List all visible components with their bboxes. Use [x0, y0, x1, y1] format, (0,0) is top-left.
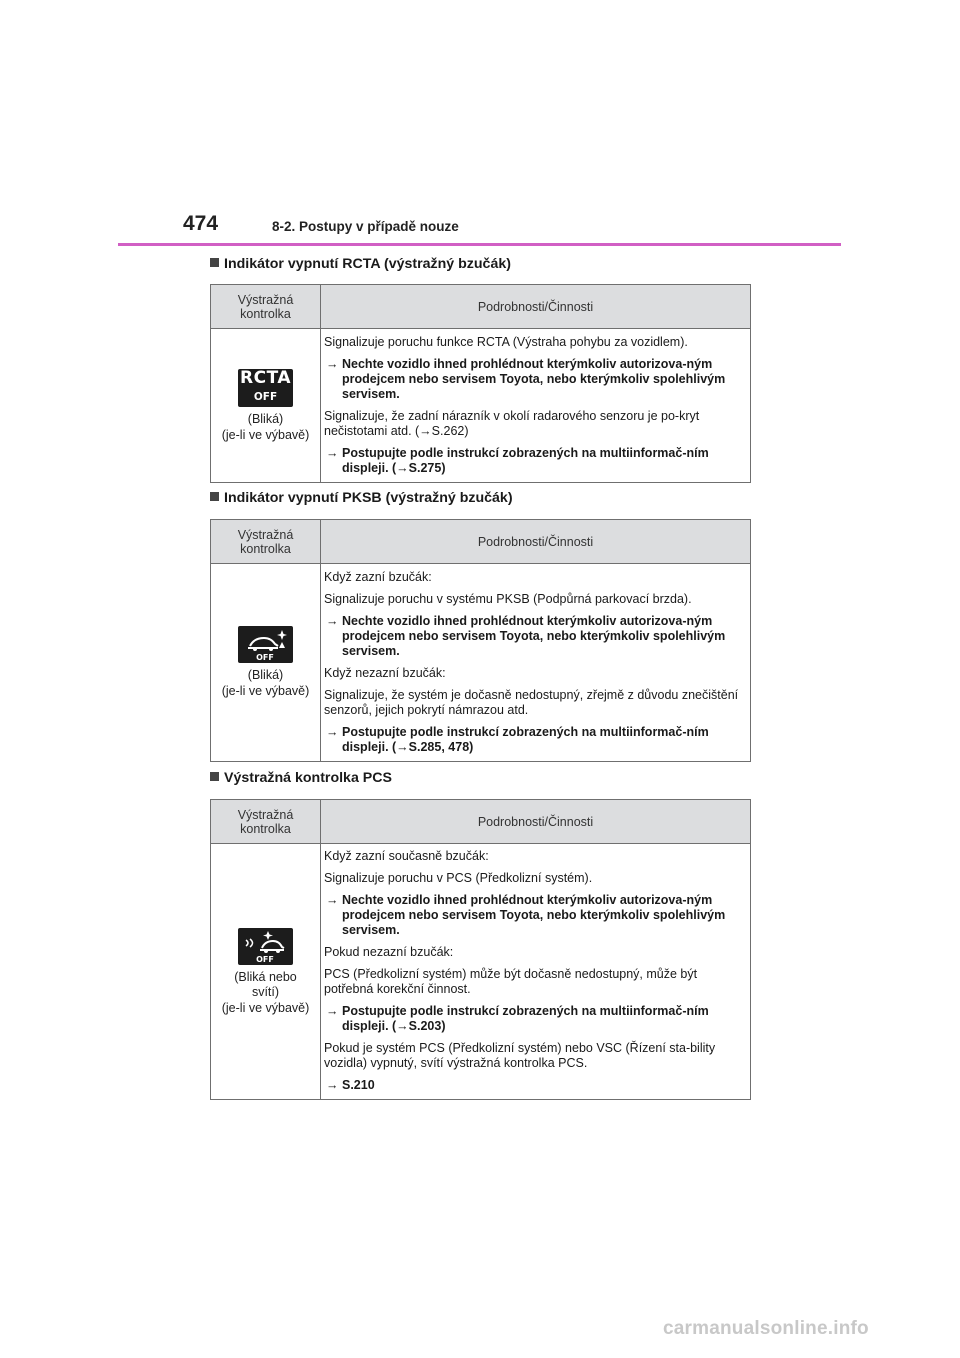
- icon-label-top: RCTA: [240, 367, 291, 388]
- section-title-pksb: [210, 490, 513, 506]
- chapter-title: 8-2. Postupy v případě nouze: [272, 219, 459, 234]
- pksb-off-icon: [238, 626, 293, 663]
- detail-text: Signalizuje poruchu v systému PKSB (Podpůrná parkovací brzda).: [324, 591, 692, 606]
- column-header-details: Podrobnosti/Činnosti: [321, 520, 751, 564]
- action-instruction: [324, 357, 747, 402]
- column-header-details: Podrobnosti/Činnosti: [321, 285, 751, 329]
- indicator-availability: (je-li ve výbavě): [221, 1000, 310, 1015]
- action-instruction: [324, 446, 747, 476]
- pcs-off-icon: [238, 928, 293, 965]
- indicator-note: (Bliká): [247, 411, 284, 426]
- pcs-table: [210, 799, 751, 1100]
- column-header-indicator: Výstražná kontrolka: [211, 800, 321, 844]
- section-title-text: Výstražná kontrolka PCS: [224, 770, 392, 786]
- detail-text: Pokud je systém PCS (Předkolizní systém) nebo VSC (Řízení sta-bility vozidla) vypnutý, svítí výstražná kontrolka PCS.: [324, 1041, 716, 1070]
- icon-label-bottom: OFF: [256, 653, 274, 662]
- action-text: Postupujte podle instrukcí zobrazených na multiinformač-ním displeji. (→S.275): [342, 445, 709, 475]
- arrow-icon: →: [326, 445, 339, 460]
- action-instruction: [324, 614, 747, 659]
- car-collision-symbol: [238, 928, 293, 965]
- column-header-details: Podrobnosti/Činnosti: [321, 800, 751, 844]
- rcta-off-icon: [238, 369, 293, 407]
- rcta-table: [210, 284, 751, 483]
- details-cell: [321, 844, 751, 1100]
- arrow-icon: →: [326, 613, 339, 628]
- indicator-cell: [211, 329, 321, 483]
- detail-text: Signalizuje poruchu funkce RCTA (Výstraha pohybu za vozidlem).: [324, 334, 688, 349]
- action-text: Nechte vozidlo ihned prohlédnout kterýmkoliv autorizova-ným prodejcem nebo servisem Toyota, nebo kterýmkoliv spolehlivým servisem.: [342, 893, 726, 937]
- detail-text: Když zazní bzučák:: [324, 569, 432, 584]
- bullet-square-icon: [210, 492, 219, 501]
- indicator-availability: (je-li ve výbavě): [221, 427, 310, 442]
- icon-label-bottom: OFF: [256, 954, 274, 964]
- indicator-availability: (je-li ve výbavě): [221, 684, 310, 698]
- indicator-note: (Bliká nebo svítí): [234, 969, 297, 999]
- detail-text: Signalizuje poruchu v PCS (Předkolizní systém).: [324, 871, 593, 885]
- action-instruction: [324, 1004, 747, 1034]
- action-text: Nechte vozidlo ihned prohlédnout kterýmkoliv autorizova-ným prodejcem nebo servisem Toyota, nebo kterýmkoliv spolehlivým servisem.: [342, 613, 726, 658]
- arrow-icon: →: [326, 893, 339, 907]
- column-header-indicator: Výstražná kontrolka: [211, 285, 321, 329]
- bullet-square-icon: [210, 258, 219, 267]
- car-sensor-symbol: [238, 626, 293, 663]
- section-title-text: Indikátor vypnutí RCTA (výstražný bzučák): [224, 256, 511, 272]
- pksb-table: [210, 519, 751, 762]
- icon-label-bottom: OFF: [253, 390, 278, 403]
- detail-text: PCS (Předkolizní systém) může být dočasně nedostupný, může být potřebná korekční činnost.: [324, 967, 698, 996]
- arrow-icon: →: [326, 724, 339, 739]
- action-instruction: [324, 725, 747, 755]
- details-cell: [321, 329, 751, 483]
- action-instruction: [324, 1078, 747, 1093]
- action-text: Postupujte podle instrukcí zobrazených na multiinformač-ním displeji. (→S.285, 478): [342, 724, 709, 754]
- section-title-rcta: [210, 256, 511, 272]
- indicator-cell: [211, 564, 321, 762]
- detail-text: Když nezazní bzučák:: [324, 665, 446, 680]
- action-text: S.210: [342, 1078, 375, 1092]
- detail-text: Pokud nezazní bzučák:: [324, 945, 454, 959]
- indicator-note: (Bliká): [247, 668, 284, 682]
- detail-text: Signalizuje, že zadní nárazník v okolí radarového senzoru je po-kryt nečistotami atd. (→S.262): [324, 408, 700, 438]
- indicator-cell: [211, 844, 321, 1100]
- section-title-text: Indikátor vypnutí PKSB (výstražný bzučák): [224, 490, 513, 506]
- details-cell: [321, 564, 751, 762]
- section-title-pcs: [210, 770, 392, 786]
- footer-watermark: carmanualsonline.info: [663, 1318, 869, 1339]
- bullet-square-icon: [210, 772, 219, 781]
- action-text: Nechte vozidlo ihned prohlédnout kterýmkoliv autorizova-ným prodejcem nebo servisem Toyota, nebo kterýmkoliv spolehlivým servisem.: [342, 356, 726, 401]
- column-header-indicator: Výstražná kontrolka: [211, 520, 321, 564]
- header-rule: [118, 243, 841, 246]
- arrow-icon: →: [326, 356, 339, 371]
- action-instruction: [324, 893, 747, 938]
- action-text: Postupujte podle instrukcí zobrazených na multiinformač-ním displeji. (→S.203): [342, 1004, 709, 1033]
- page-number: 474: [183, 212, 219, 235]
- arrow-icon: →: [326, 1078, 339, 1092]
- detail-text: Když zazní současně bzučák:: [324, 849, 489, 863]
- detail-text: Signalizuje, že systém je dočasně nedostupný, zřejmě z důvodu znečištění senzorů, jejich pokrytí námrazou atd.: [324, 687, 739, 717]
- arrow-icon: →: [326, 1004, 339, 1018]
